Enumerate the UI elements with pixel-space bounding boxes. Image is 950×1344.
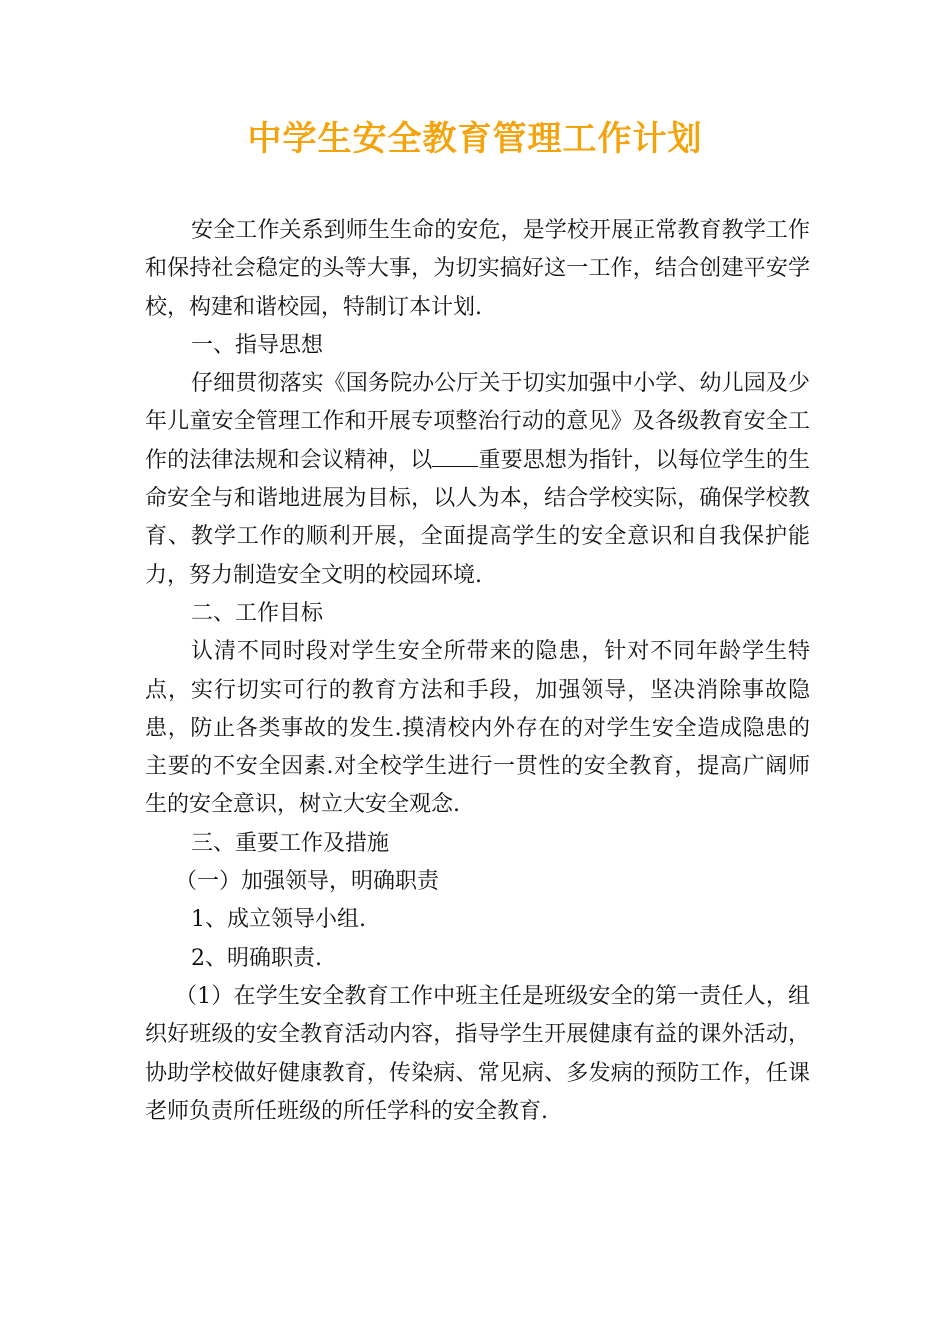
document-body	[145, 212, 810, 1131]
document-title: 中学生安全教育管理工作计划	[247, 119, 703, 159]
duties-detail-paragraph: （1）在学生安全教育工作中班主任是班级安全的第一责任人，组织好班级的安全教育活动内容，指导学生开展健康有益的课外活动，协助学校做好健康教育，传染病、常见病、多发病的预防工作，任课老师负责所任班级的所任学科的安全教育.	[145, 983, 810, 1124]
work-goals-paragraph: 认清不同时段对学生安全所带来的隐患，针对不同年龄学生特点，实行切实可行的教育方法和手段，加强领导，坚决消除事故隐患，防止各类事故的发生.摸清校内外存在的对学生安全造成隐患的主要的不安全因素.对全校学生进行一贯性的安全教育，提高广阔师生的安全意识，树立大安全观念.	[145, 639, 810, 818]
section-heading-guiding-ideology: 一、指导思想	[191, 332, 324, 358]
item-establish-group: 1、成立领导小组.	[191, 907, 366, 933]
guiding-ideology-text-part1: 仔细贯彻落实《国务院办公厅关于切实加强中小学、幼儿园及少年儿童安全管理工作和开展专项整治行动的意见》及各级教育安全工作的法律法规和会议精神，以	[145, 371, 810, 473]
intro-paragraph: 安全工作关系到师生生命的安危，是学校开展正常教育教学工作和保持社会稳定的头等大事，为切实搞好这一工作，结合创建平安学校，构建和谐校园，特制订本计划.	[145, 218, 810, 320]
section-heading-key-work: 三、重要工作及措施	[191, 830, 390, 856]
guiding-ideology-paragraph	[145, 365, 810, 595]
subsection-heading-leadership: （一）加强领导，明确职责	[175, 869, 440, 895]
guiding-ideology-text-part2: 重要思想为指针，以每位学生的生命安全与和谐地进展为目标，以人为本，结合学校实际，确保学校教育、教学工作的顺利开展，全面提高学生的安全意识和自我保护能力，努力制造安全文明的校园环境.	[145, 447, 810, 588]
item-clarify-duties: 2、明确职责.	[191, 945, 322, 971]
fill-in-blank	[432, 448, 478, 467]
section-heading-work-goals: 二、工作目标	[191, 600, 324, 626]
